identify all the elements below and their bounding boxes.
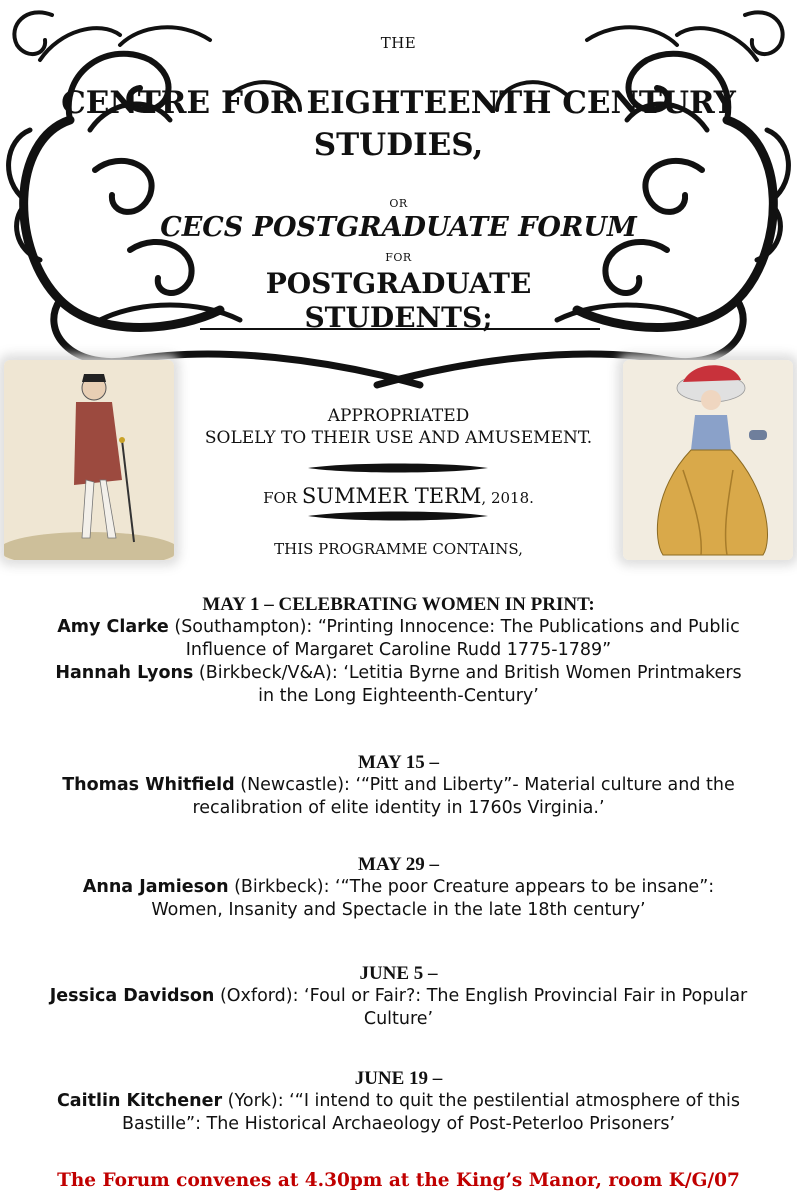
talk-details: (Oxford): ‘Foul or Fair?: The English Provincial Fair in Popular (214, 986, 748, 1006)
program-entry-2 (0, 751, 797, 820)
speaker-name: Hannah Lyons (55, 663, 194, 683)
subtitle-line-1: POSTGRADUATE (265, 267, 532, 300)
talk-details: (Birkbeck/V&A): ‘Letitia Byrne and British Women Printmakers (193, 663, 742, 683)
talk-line (0, 985, 797, 1008)
ornamental-divider-icon (308, 460, 488, 476)
speaker-name: Caitlin Kitchener (56, 1091, 223, 1111)
portrait-lady-image (623, 360, 793, 560)
talk-details: (Birkbeck): ‘“The poor Creature appears to be insane”: (228, 877, 715, 897)
program-date: JUNE 19 – (354, 1068, 443, 1089)
header-or: OR (389, 197, 408, 210)
talk-line (0, 662, 797, 685)
appropriated-line: APPROPRIATED (327, 406, 470, 426)
program-date: MAY 1 – CELEBRATING WOMEN IN PRINT: (202, 594, 595, 615)
program-entry-3 (0, 853, 797, 922)
talk-details: (Newcastle): ‘“Pitt and Liberty”- Material culture and the (234, 775, 735, 795)
speaker-name: Anna Jamieson (82, 877, 229, 897)
lady-figure-icon (623, 360, 793, 560)
term-suffix: , 2018. (481, 489, 534, 507)
speaker-name: Amy Clarke (57, 617, 169, 637)
talk-line (0, 616, 797, 639)
program-entry-5 (0, 1067, 797, 1136)
title-line-1: CENTRE FOR EIGHTEENTH CENTURY (61, 85, 736, 121)
talk-line (0, 1090, 797, 1113)
talk-details: (Southampton): “Printing Innocence: The Publications and Public (168, 617, 740, 637)
header-for: FOR (385, 251, 412, 264)
gentleman-figure-icon (4, 360, 174, 560)
footer-venue: The Forum convenes at 4.30pm at the King’s Manor, room K/G/07 (57, 1170, 740, 1191)
talk-line-2: Bastille”: The Historical Archaeology of Post-Peterloo Prisoners’ (121, 1114, 676, 1134)
program-date: MAY 29 – (358, 854, 439, 875)
program-entry-1 (0, 593, 797, 708)
program-entry-4 (0, 962, 797, 1031)
header-the: THE (380, 34, 417, 52)
speaker-name: Thomas Whitfield (62, 775, 235, 795)
talk-line-2: Influence of Margaret Caroline Rudd 1775-1789” (185, 640, 612, 660)
program-date: JUNE 5 – (359, 963, 438, 984)
talk-line-2: Culture’ (363, 1009, 434, 1029)
programme-contains: THIS PROGRAMME CONTAINS, (274, 540, 523, 558)
title-line-2: STUDIES, (313, 127, 484, 163)
speaker-name: Jessica Davidson (49, 986, 215, 1006)
talk-line-2: Women, Insanity and Spectacle in the late 18th century’ (151, 900, 646, 920)
ornamental-divider-icon (308, 508, 488, 524)
solely-line: SOLELY TO THEIR USE AND AMUSEMENT. (204, 428, 593, 448)
talk-line (0, 774, 797, 797)
term-name: SUMMER TERM (301, 484, 482, 508)
term-line (0, 484, 797, 508)
talk-details: (York): ‘“I intend to quit the pestilential atmosphere of this (222, 1091, 741, 1111)
subtitle-line-2: STUDENTS; (304, 301, 493, 334)
portrait-gentleman-image (4, 360, 174, 560)
term-prefix: FOR (263, 489, 298, 507)
forum-title: CECS POSTGRADUATE FORUM (160, 212, 637, 243)
program-date: MAY 15 – (358, 752, 439, 773)
talk-line (0, 876, 797, 899)
talk-line-2: in the Long Eighteenth-Century’ (258, 686, 539, 706)
talk-line-2: recalibration of elite identity in 1760s Virginia.’ (192, 798, 605, 818)
